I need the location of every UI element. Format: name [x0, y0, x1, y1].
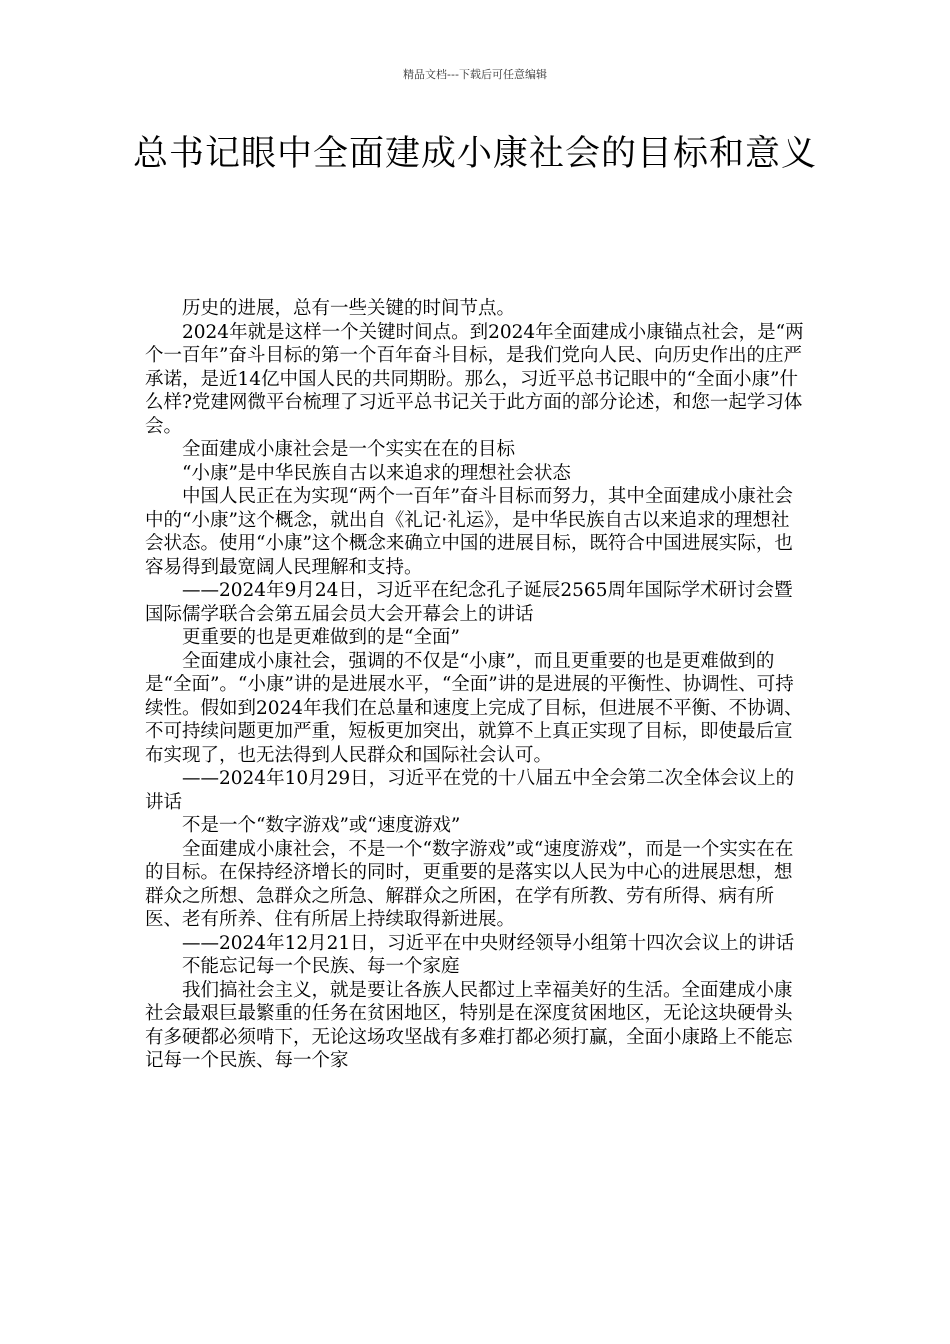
- page-header: 精品文档---下载后可任意编辑: [403, 68, 547, 81]
- paragraph: 2024年就是这样一个关键时间点。到2024年全面建成小康锚点社会，是“两个一百年”奋斗目标的第一个百年奋斗目标，是我们党向人民、向历史作出的庄严承诺，是近14亿中国人民的共同期盼。那么，习近平总书记眼中的“全面小康”什么样?党建网微平台梳理了习近平总书记关于此方面的部分论述，和您一起学习体会。: [145, 321, 804, 437]
- paragraph: 历史的进展，总有一些关键的时间节点。: [182, 298, 516, 319]
- paragraph: 全面建成小康社会，强调的不仅是“小康”，而且更重要的也是更难做到的是“全面”。“小康”讲的是进展水平，“全面”讲的是进展的平衡性、协调性、可持续性。假如到2024年我们在总量和速度上完成了目标，但进展不平衡、不协调、不可持续问题更加严重，短板更加突出，就算不上真正实现了目标，即使最后宣布实现了，也无法得到人民群众和国际社会认可。: [145, 650, 803, 766]
- section-heading: 全面建成小康社会是一个实实在在的目标: [182, 439, 516, 460]
- subsection-heading: 不是一个“数字游戏”或“速度游戏”: [182, 815, 461, 836]
- paragraph: 全面建成小康社会，不是一个“数字游戏”或“速度游戏”，而是一个实实在在的目标。在保持经济增长的同时，更重要的是落实以人民为中心的进展思想，想群众之所想、急群众之所急、解群众之所困，在学有所教、劳有所得、病有所医、老有所养、住有所居上持续取得新进展。: [145, 838, 794, 930]
- document-body: [145, 297, 805, 1073]
- paragraph: 中国人民正在为实现“两个一百年”奋斗目标而努力，其中全面建成小康社会中的“小康”这个概念，就出自《礼记·礼运》，是中华民族自古以来追求的理想社会状态。使用“小康”这个概念来确立中国的进展目标，既符合中国进展实际，也容易得到最宽阔人民理解和支持。: [145, 486, 793, 578]
- document-title: 总书记眼中全面建成小康社会的目标和意义: [132, 134, 817, 174]
- subsection-heading: “小康”是中华民族自古以来追求的理想社会状态: [182, 462, 571, 484]
- citation: ——2024年9月24日，习近平在纪念孔子诞辰2565周年国际学术研讨会暨国际儒学联合会第五届会员大会开幕会上的讲话: [145, 580, 793, 625]
- subsection-heading: 更重要的也是更难做到的是“全面”: [182, 627, 460, 648]
- paragraph: 我们搞社会主义，就是要让各族人民都过上幸福美好的生活。全面建成小康社会最艰巨最繁重的任务在贫困地区，特别是在深度贫困地区，无论这块硬骨头有多硬都必须啃下，无论这场攻坚战有多难打都必须打赢，全面小康路上不能忘记每一个民族、每一个家: [145, 979, 793, 1071]
- citation: ——2024年12月21日，习近平在中央财经领导小组第十四次会议上的讲话: [182, 932, 795, 954]
- citation: ——2024年10月29日，习近平在党的十八届五中全会第二次全体会议上的讲话: [145, 768, 795, 813]
- subsection-heading: 不能忘记每一个民族、每一个家庭: [182, 956, 460, 977]
